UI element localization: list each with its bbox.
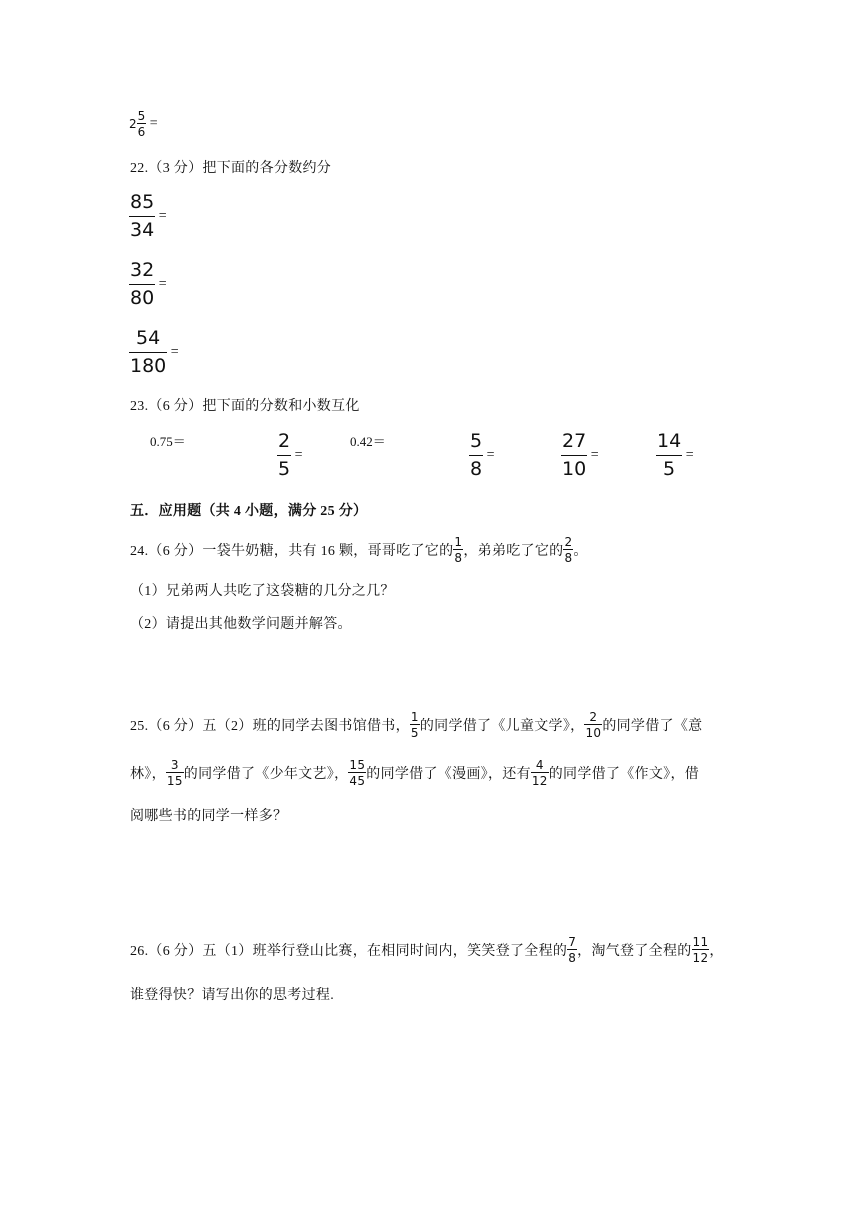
fraction-denominator: 10 [562,458,587,480]
fraction-numerator: 7 [568,935,577,949]
fraction-denominator: 10 [585,726,602,740]
fraction-denominator: 34 [130,219,155,241]
fraction-numerator: 1 [410,710,419,724]
fraction-numerator: 27 [562,430,587,452]
q25-line-1 [130,711,702,739]
q25-text: 的同学借了《作文》，借 [548,767,700,782]
fraction-denominator: 6 [137,125,146,139]
q26-line-1 [130,936,724,964]
q26-text: ， [709,944,724,959]
q23-fraction-4 [656,432,694,479]
equals-sign: = [158,276,167,292]
fraction [531,759,549,787]
q26-text: ，淘气登了全程的 [577,944,692,959]
fraction-denominator: 5 [410,726,419,740]
fraction-denominator: 45 [349,774,366,788]
fraction [561,432,587,479]
q26-text: 26.（6 分）五（1）班举行登山比赛，在相同时间内，笑笑登了全程的 [130,944,568,959]
equals-sign: = [149,116,158,131]
q24-text-b: ，弟弟吃了它的 [463,544,564,559]
fraction-numerator: 4 [535,758,544,772]
q22-title: 22.（3 分）把下面的各分数约分 [130,161,332,176]
equals-sign: = [294,447,303,463]
q25-text: 的同学借了《意 [602,719,703,734]
fraction [129,329,167,376]
q23-fraction-2 [469,432,495,479]
q25-text: 的同学借了《儿童文学》， [419,719,585,734]
fraction [348,759,366,787]
fraction [129,261,155,308]
q23-title: 23.（6 分）把下面的分数和小数互化 [130,399,360,414]
fraction-denominator: 8 [568,951,577,965]
q23-decimal-1: 0.75＝ [150,434,186,449]
fraction [129,193,155,240]
q24-text-a: 24.（6 分）一袋牛奶糖，共有 16 颗，哥哥吃了它的 [130,544,454,559]
fraction-denominator: 5 [278,458,291,480]
q23-decimal-2: 0.42＝ [350,434,386,449]
fraction [567,936,577,964]
equals-sign: = [158,208,167,224]
fraction-numerator: 1 [454,535,463,549]
fraction-numerator: 2 [278,430,291,452]
fraction-denominator: 15 [166,774,183,788]
fraction-denominator: 12 [531,774,548,788]
q24-stem [130,536,588,564]
fraction-numerator: 54 [136,327,161,349]
fraction [453,536,463,564]
fraction-numerator: 3 [170,758,179,772]
fraction-numerator: 14 [657,430,682,452]
fraction-numerator: 11 [692,935,709,949]
q26-line-2: 谁登得快？请写出你的思考过程. [130,988,334,1003]
equals-sign: = [170,344,179,360]
q25-text: 25.（6 分）五（2）班的同学去图书馆借书， [130,719,410,734]
q24-sub-2: （2）请提出其他数学问题并解答。 [130,617,352,632]
q22-item-2 [129,261,167,308]
q25-line-3: 阅哪些书的同学一样多？ [130,809,288,824]
fraction [563,536,573,564]
fraction-numerator: 32 [130,259,155,281]
equals-sign: = [590,447,599,463]
fraction-denominator: 8 [564,551,573,565]
fraction-denominator: 8 [454,551,463,565]
fraction [692,936,710,964]
q25-line-2 [130,759,699,787]
q25-text: 的同学借了《少年文艺》， [183,767,349,782]
fraction [584,711,602,739]
q25-text: 林》， [130,767,166,782]
fraction-numerator: 5 [137,109,146,123]
fraction-denominator: 5 [663,458,676,480]
q25-text: 的同学借了《漫画》，还有 [366,767,531,782]
fraction-denominator: 80 [130,287,155,309]
fraction-numerator: 85 [130,191,155,213]
equals-sign: = [685,447,694,463]
mixed-whole: 2 [129,117,137,131]
fraction [469,432,483,479]
fraction [277,432,291,479]
q23-fraction-1 [277,432,303,479]
q24-text-c: 。 [573,544,588,559]
fraction-denominator: 8 [470,458,483,480]
mixed-fraction [137,110,147,138]
fraction [656,432,682,479]
q22-item-3 [129,329,179,376]
equals-sign: = [486,447,495,463]
fraction-numerator: 2 [589,710,598,724]
q23-fraction-3 [561,432,599,479]
fraction [410,711,420,739]
q21-mixed-number [129,110,158,138]
q22-item-1 [129,193,167,240]
fraction-denominator: 180 [130,355,167,377]
fraction [166,759,184,787]
fraction-numerator: 5 [470,430,483,452]
section-5-heading: 五．应用题（共 4 小题，满分 25 分） [130,504,368,519]
q24-sub-1: （1）兄弟两人共吃了这袋糖的几分之几？ [130,584,395,599]
fraction-numerator: 15 [349,758,366,772]
fraction-denominator: 12 [692,951,709,965]
fraction-numerator: 2 [564,535,573,549]
